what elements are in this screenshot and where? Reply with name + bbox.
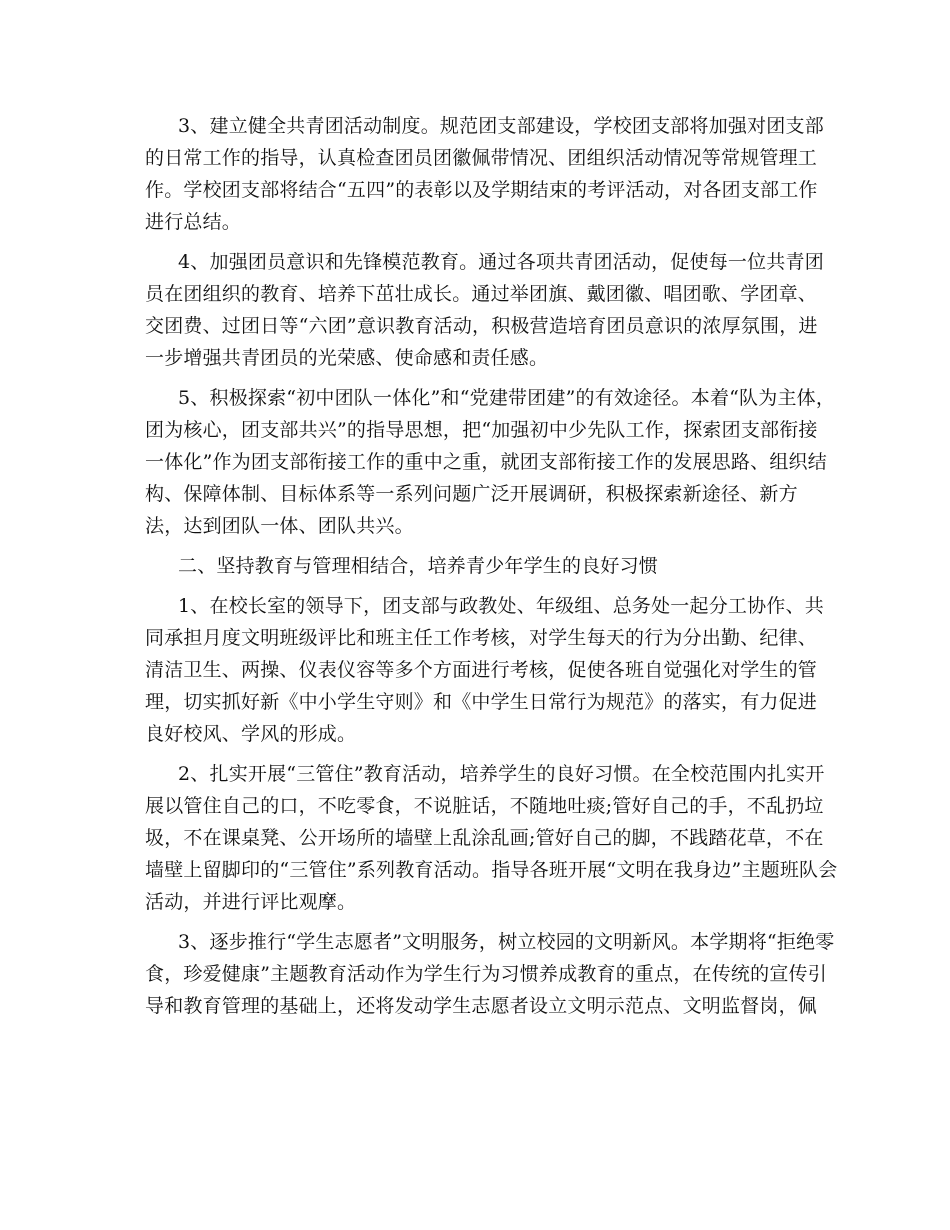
text-line: 食，珍爱健康”主题教育活动作为学生行为习惯养成教育的重点，在传统的宣传引 [145,963,827,985]
text-line: 3、建立健全共青团活动制度。规范团支部建设，学校团支部将加强对团支部 [178,115,824,137]
text-line: 同承担月度文明班级评比和班主任工作考核，对学生每天的行为分出勤、纪律、 [145,627,818,649]
paragraph-team-integration [145,382,836,542]
text-line: 构、保障体制、目标体系等一系列问题广泛开展调研，积极探索新途径、新方 [145,483,798,505]
text-line: 2、扎实开展“三管住”教育活动，培养学生的良好习惯。在全校范围内扎实开 [178,763,825,785]
text-line: 一体化”作为团支部衔接工作的重中之重，就团支部衔接工作的发展思路、组织结 [145,451,827,473]
text-line: 交团费、过团日等“六团”意识教育活动，积极营造培育团员意识的浓厚氛围，进 [145,315,818,337]
text-line: 1、在校长室的领导下，团支部与政教处、年级组、总务处一起分工协作、共 [178,595,824,617]
text-line: 进行总结。 [145,211,242,233]
text-line: 3、逐步推行“学生志愿者”文明服务，树立校园的文明新风。本学期将“拒绝零 [178,931,835,953]
paragraph-three-controls [145,758,838,918]
text-line: 展以管住自己的口，不吃零食，不说脏话，不随地吐痰;管好自己的手，不乱扔垃 [145,795,824,817]
paragraph-team-activity-system [145,110,824,238]
paragraph-class-evaluation [145,590,824,750]
text-line: 5、积极探索“初中团队一体化”和“党建带团建”的有效途径。本着“队为主体， [178,387,836,409]
paragraph-student-volunteers [145,926,835,1022]
text-line: 墙壁上留脚印的“三管住”系列教育活动。指导各班开展“文明在我身边”主题班队会 [145,859,838,881]
section-heading-education-management [145,550,805,582]
text-line: 员在团组织的教育、培养下茁壮成长。通过举团旗、戴团徽、唱团歌、学团章、 [145,283,818,305]
text-line: 活动，并进行评比观摩。 [145,891,357,913]
text-line: 的日常工作的指导，认真检查团员团徽佩带情况、团组织活动情况等常规管理工 [145,147,818,169]
section-heading: 二、坚持教育与管理相结合，培养青少年学生的良好习惯 [178,555,659,577]
text-line: 清洁卫生、两操、仪表仪容等多个方面进行考核，促使各班自觉强化对学生的管 [145,659,818,681]
text-line: 法，达到团队一体、团队共兴。 [145,515,414,537]
text-line: 一步增强共青团员的光荣感、使命感和责任感。 [145,347,549,369]
text-line: 团为核心，团支部共兴”的指导思想，把“加强初中少先队工作，探索团支部衔接 [145,419,818,441]
document-page [145,110,838,1030]
paragraph-member-awareness [145,246,824,374]
text-line: 良好校风、学风的形成。 [145,723,357,745]
text-line: 4、加强团员意识和先锋模范教育。通过各项共青团活动，促使每一位共青团 [178,251,824,273]
text-line: 作。学校团支部将结合“五四”的表彰以及学期结束的考评活动，对各团支部工作 [145,179,818,201]
text-line: 导和教育管理的基础上，还将发动学生志愿者设立文明示范点、文明监督岗，佩 [145,995,818,1017]
text-line: 圾，不在课桌凳、公开场所的墙壁上乱涂乱画;管好自己的脚，不践踏花草，不在 [145,827,824,849]
text-line: 理，切实抓好新《中小学生守则》和《中学生日常行为规范》的落实，有力促进 [145,691,818,713]
